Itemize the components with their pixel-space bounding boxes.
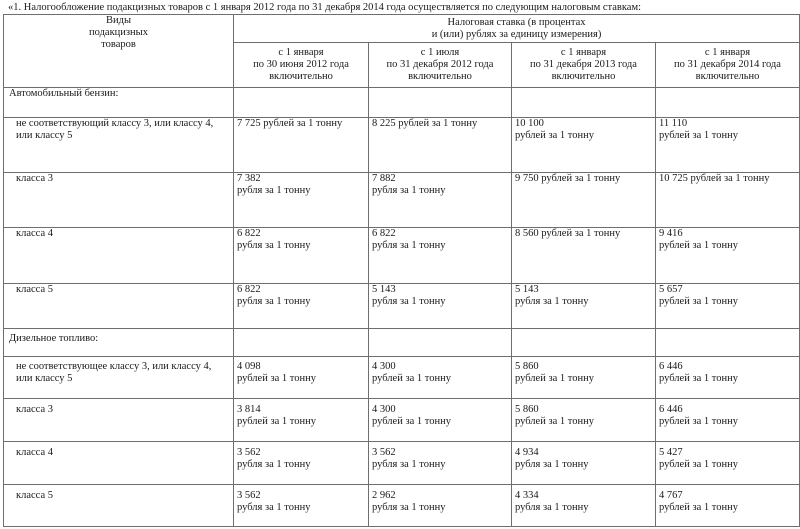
rate-cell: [234, 173, 369, 228]
rate-line: 4 098: [237, 361, 261, 372]
table-row: [4, 357, 800, 399]
rate-line: рублей за 1 тонну: [515, 130, 594, 141]
row-label: [4, 173, 234, 228]
rate-line: 3 562: [237, 447, 261, 458]
empty-cell: [512, 88, 656, 118]
rate-cell: [234, 485, 369, 527]
rate-line: 5 657: [659, 284, 683, 295]
empty-cell: [656, 88, 800, 118]
period-header-line: по 31 декабря 2012 года: [386, 59, 494, 70]
rate-line: 5 860: [515, 404, 539, 415]
period-header-line: по 30 июня 2012 года: [253, 59, 349, 70]
rate-line: 9 416: [659, 228, 683, 239]
rate-line: рублей за 1 тонну: [659, 416, 738, 427]
rate-cell: [234, 228, 369, 284]
rate-cell: [234, 442, 369, 485]
rate-line: рубля за 1 тонну: [237, 502, 311, 513]
empty-cell: [369, 88, 512, 118]
rate-line: 6 822: [372, 228, 396, 239]
row-label: [4, 485, 234, 527]
table-row: [4, 485, 800, 527]
rate-line: рублей за 1 тонну: [659, 130, 738, 141]
rate-line: рублей за 1 тонну: [237, 373, 316, 384]
rate-line: 6 446: [659, 361, 683, 372]
rate-line: 11 110: [659, 118, 688, 129]
rate-line: 10 725 рублей за 1 тонну: [659, 173, 770, 184]
rate-line: рубля за 1 тонну: [372, 459, 446, 470]
rate-line: рубля за 1 тонну: [372, 240, 446, 251]
period-header-line: с 1 января: [278, 47, 324, 58]
table-row: [4, 284, 800, 329]
rate-cell: [656, 173, 800, 228]
period-header-4: [656, 43, 800, 88]
rate-line: 8 225 рублей за 1 тонну: [372, 118, 478, 129]
rate-line: 3 562: [372, 447, 396, 458]
period-header-line: с 1 января: [560, 47, 607, 58]
rate-line: 4 767: [659, 490, 683, 501]
rate-cell: [369, 485, 512, 527]
row-label-line: или классу 5: [16, 130, 73, 141]
rate-cell: [234, 118, 369, 173]
period-header-line: включительно: [408, 71, 472, 82]
rate-cell: [369, 118, 512, 173]
rate-cell: [369, 357, 512, 399]
section-row: [4, 88, 800, 118]
section-title-text: Автомобильный бензин:: [9, 88, 119, 99]
rate-cell: [369, 173, 512, 228]
row-label: [4, 357, 234, 399]
rate-line: 9 750 рублей за 1 тонну: [515, 173, 621, 184]
period-header-1: [234, 43, 369, 88]
rate-header-line: и (или) рублях за единицу измерения): [431, 28, 602, 40]
rate-cell: [656, 485, 800, 527]
rate-line: рублей за 1 тонну: [659, 296, 738, 307]
period-header-line: с 1 июля: [420, 47, 460, 58]
row-label-line: или классу 5: [16, 373, 73, 384]
kinds-header-line: подакцизных: [89, 27, 148, 38]
row-label-line: класса 3: [16, 404, 53, 415]
row-label: [4, 118, 234, 173]
rate-line: рублей за 1 тонну: [659, 240, 738, 251]
row-label-line: класса 4: [16, 447, 53, 458]
rate-line: 5 143: [372, 284, 396, 295]
rate-cell: [656, 228, 800, 284]
row-label: [4, 442, 234, 485]
rate-line: рубля за 1 тонну: [515, 459, 589, 470]
row-label-line: класса 3: [16, 173, 53, 184]
rate-cell: [656, 399, 800, 442]
rate-line: 7 725 рублей за 1 тонну: [237, 118, 343, 129]
rate-cell: [369, 399, 512, 442]
row-label-line: класса 4: [16, 228, 53, 239]
rate-line: рубля за 1 тонну: [237, 296, 311, 307]
rate-line: рубля за 1 тонну: [515, 502, 589, 513]
rate-line: 8 560 рублей за 1 тонну: [515, 228, 621, 239]
rate-cell: [512, 284, 656, 329]
rate-line: 10 100: [515, 118, 544, 129]
table-row: [4, 228, 800, 284]
rate-line: 2 962: [372, 490, 396, 501]
table-row: [4, 399, 800, 442]
rate-line: 5 143: [515, 284, 539, 295]
rate-line: 4 934: [515, 447, 539, 458]
row-label-line: не соответствующее классу 3, или классу 4,: [16, 361, 212, 372]
rate-line: 5 427: [659, 447, 683, 458]
rate-line: рублей за 1 тонну: [659, 459, 738, 470]
empty-cell: [234, 329, 369, 357]
rate-line: 3 562: [237, 490, 261, 501]
rate-line: 7 382: [237, 173, 261, 184]
section-title: [4, 88, 234, 118]
rate-line: рубля за 1 тонну: [372, 185, 446, 196]
rate-line: 6 822: [237, 228, 261, 239]
rate-header: [234, 15, 800, 43]
section-title-text: Дизельное топливо:: [9, 333, 99, 344]
intro-paragraph: «1. Налогообложение подакцизных товаров с 1 января 2012 года по 31 декабря 2014 года осуществляется по следующим налоговым ставкам:: [8, 2, 641, 13]
row-label: [4, 284, 234, 329]
rate-cell: [369, 284, 512, 329]
period-header-line: включительно: [269, 71, 333, 82]
excise-rates-table: [3, 14, 800, 527]
rate-line: 3 814: [237, 404, 261, 415]
empty-cell: [656, 329, 800, 357]
rate-line: рубля за 1 тонну: [237, 459, 311, 470]
section-title: [4, 329, 234, 357]
rate-line: рублей за 1 тонну: [372, 416, 451, 427]
rate-line: рублей за 1 тонну: [659, 502, 738, 513]
empty-cell: [234, 88, 369, 118]
rate-line: рублей за 1 тонну: [659, 373, 738, 384]
rate-cell: [512, 173, 656, 228]
rate-line: 6 822: [237, 284, 261, 295]
section-row: [4, 329, 800, 357]
rate-line: 4 334: [515, 490, 539, 501]
rate-line: рубля за 1 тонну: [237, 185, 311, 196]
rate-cell: [234, 284, 369, 329]
rate-line: рубля за 1 тонну: [372, 502, 446, 513]
rate-cell: [656, 284, 800, 329]
row-label-line: не соответствующий классу 3, или классу 4,: [16, 118, 214, 129]
rate-header-line: Налоговая ставка (в процентах: [447, 16, 586, 28]
period-header-line: с 1 января: [704, 47, 751, 58]
table-row: [4, 442, 800, 485]
kinds-header: [4, 15, 234, 88]
empty-cell: [512, 329, 656, 357]
row-label-line: класса 5: [16, 284, 53, 295]
rate-line: рублей за 1 тонну: [515, 416, 594, 427]
period-header-line: включительно: [695, 71, 760, 82]
period-header-2: [369, 43, 512, 88]
rate-cell: [656, 118, 800, 173]
kinds-header-line: Виды: [105, 15, 132, 26]
row-label: [4, 228, 234, 284]
rate-cell: [512, 228, 656, 284]
rate-line: рубля за 1 тонну: [372, 296, 446, 307]
rate-cell: [512, 442, 656, 485]
rate-cell: [512, 357, 656, 399]
rate-cell: [512, 118, 656, 173]
rate-line: 4 300: [372, 404, 396, 415]
rate-line: рубля за 1 тонну: [237, 240, 311, 251]
kinds-header-line: товаров: [101, 39, 136, 50]
rate-line: 5 860: [515, 361, 539, 372]
period-header-line: по 31 декабря 2013 года: [530, 59, 637, 70]
rate-cell: [234, 399, 369, 442]
rate-cell: [656, 442, 800, 485]
rate-cell: [369, 228, 512, 284]
empty-cell: [369, 329, 512, 357]
rate-cell: [656, 357, 800, 399]
period-header-line: по 31 декабря 2014 года: [674, 59, 781, 70]
period-header-3: [512, 43, 656, 88]
row-label-line: класса 5: [16, 490, 53, 501]
rate-cell: [512, 485, 656, 527]
rate-cell: [512, 399, 656, 442]
table-row: [4, 118, 800, 173]
table-row: [4, 173, 800, 228]
rate-line: 6 446: [659, 404, 683, 415]
rate-line: 7 882: [372, 173, 396, 184]
rate-cell: [369, 442, 512, 485]
rate-line: рубля за 1 тонну: [515, 296, 589, 307]
period-header-line: включительно: [551, 71, 616, 82]
rate-line: рублей за 1 тонну: [372, 373, 451, 384]
rate-line: 4 300: [372, 361, 396, 372]
rate-cell: [234, 357, 369, 399]
rate-line: рублей за 1 тонну: [237, 416, 316, 427]
row-label: [4, 399, 234, 442]
rate-line: рублей за 1 тонну: [515, 373, 594, 384]
